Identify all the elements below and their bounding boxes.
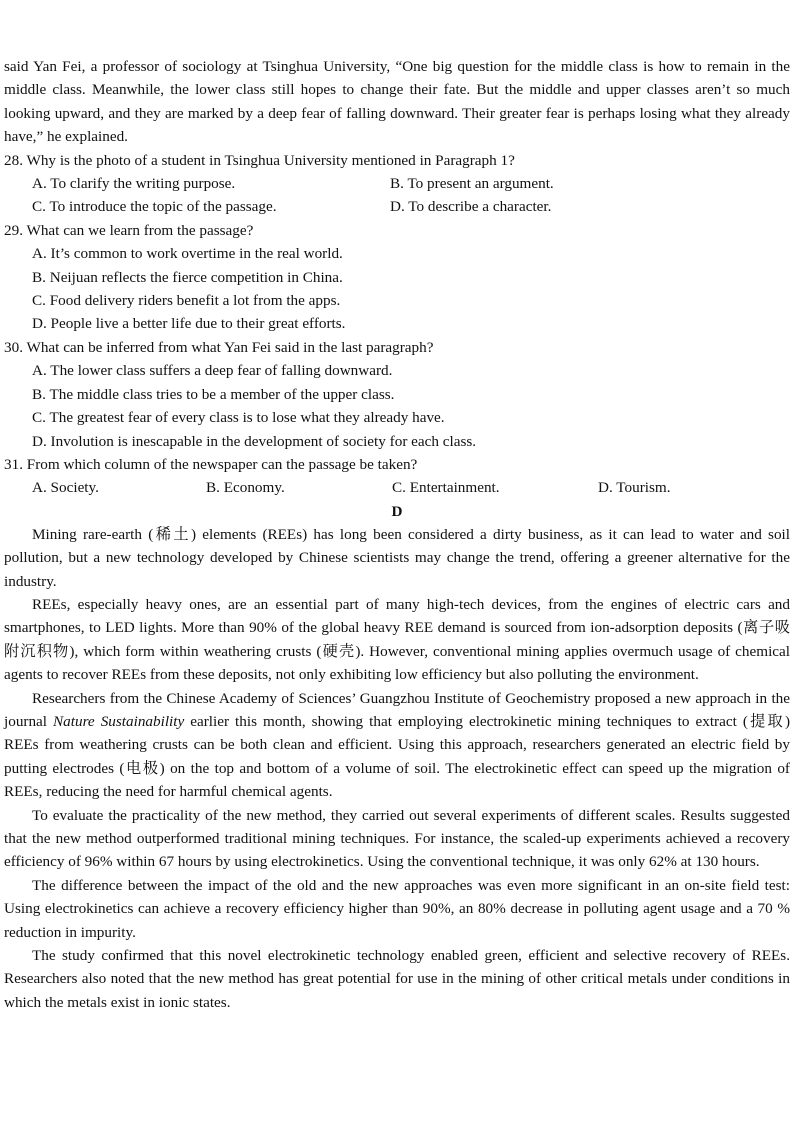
passage-d-paragraph-5: The difference between the impact of the old and the new approaches was even more significant in an on-site field test: Using electrokinetics can achieve a recovery efficiency higher than 90%, an 80% decrease in polluting agent usage and a 70 % reduction in impurity. [4,876,790,941]
question-28-stem: 28. Why is the photo of a student in Tsinghua University mentioned in Paragraph 1? [4,151,515,169]
question-29-option-c[interactable]: C. Food delivery riders benefit a lot from the apps. [32,292,341,310]
question-29-option-b[interactable]: B. Neijuan reflects the fierce competition in China. [32,268,343,286]
question-30-option-d[interactable]: D. Involution is inescapable in the development of society for each class. [32,432,477,450]
question-29-option-a[interactable]: A. It’s common to work overtime in the real world. [32,245,343,263]
question-28-option-d[interactable]: D. To describe a character. [390,198,552,216]
question-28-row-ab [4,172,790,195]
question-30-option-b[interactable]: B. The middle class tries to be a member of the upper class. [32,385,395,403]
passage-d-paragraph-2: REEs, especially heavy ones, are an essential part of many high-tech devices, from the engines of electric cars and smartphones, to LED lights. More than 90% of the global heavy REE demand is sourced from ion-adsorption deposits (离子吸附沉积物), which form within weathering crusts (硬壳). However, conventional mining applies overmuch usage of chemical agents to recover REEs from these deposits, not only exhibiting low efficiency but also polluting the environment. [4,595,790,684]
question-31-option-b[interactable]: B. Economy. [206,479,285,497]
question-31-option-d[interactable]: D. Tourism. [598,479,671,497]
question-28-option-b[interactable]: B. To present an argument. [390,175,554,193]
question-30-option-a[interactable]: A. The lower class suffers a deep fear of falling downward. [32,362,393,380]
question-29 [4,219,790,336]
question-28-option-c[interactable]: C. To introduce the topic of the passage. [32,198,277,216]
question-31 [4,453,790,500]
passage-d-paragraph-1: Mining rare-earth (稀土) elements (REEs) has long been considered a dirty business, as it can lead to water and soil pollution, but a new technology developed by Chinese scientists may change the trend, offering a greener alternative for the industry. [4,525,790,590]
question-30-option-c[interactable]: C. The greatest fear of every class is to lose what they already have. [32,409,445,427]
question-30 [4,336,790,453]
paragraph-3-part-1: Researchers from the Chinese Academy of Sciences’ Guangzhou Institute of Geochemistry proposed a new approach in the journal [4,689,790,730]
passage-d-paragraph-6: The study confirmed that this novel electrokinetic technology enabled green, efficient and selective recovery of REEs. Researchers also noted that the new method has great potential for use in the mining of other critical metals under conditions in which the metals exist in ionic states. [4,947,790,1011]
question-31-options [4,476,790,499]
question-28-row-cd [4,195,790,218]
question-29-stem: 29. What can we learn from the passage? [4,221,254,239]
question-28 [4,149,790,219]
passage-d-paragraph-3 [4,687,790,804]
passage-c-ending: said Yan Fei, a professor of sociology at Tsinghua University, “One big question for the middle class is how to remain in the middle class. Meanwhile, the lower class still hopes to change their fate. But the middle and upper classes aren’t so much looking upward, and they are marked by a deep fear of falling downward. Their greater fear is perhaps losing what they already have,” he explained. [4,58,790,146]
question-28-option-a[interactable]: A. To clarify the writing purpose. [32,175,236,193]
journal-title: Nature Sustainability [53,712,185,730]
question-31-option-a[interactable]: A. Society. [32,479,99,497]
paragraph-3-part-2: earlier this month, showing that employing electrokinetic mining techniques to extract (提取) REEs from weathering crusts can be both clean and efficient. Using this approach, researchers generated an electric field by putting electrodes (电极) on the top and bottom of a volume of soil. The electrokinetic effect can speed up the migration of REEs, reducing the need for harmful chemical agents. [4,712,790,801]
passage-d-paragraph-4: To evaluate the practicality of the new method, they carried out several experiments of different scales. Results suggested that the new method outperformed traditional mining techniques. For instance, the scaled-up experiments achieved a recovery efficiency of 96% within 67 hours by using electrokinetics. Using the conventional technique, it was only 62% at 130 hours. [4,806,790,871]
section-d-heading: D [391,502,403,520]
question-29-option-d[interactable]: D. People live a better life due to their great efforts. [32,315,346,333]
question-31-option-c[interactable]: C. Entertainment. [392,479,500,497]
question-30-stem: 30. What can be inferred from what Yan Fei said in the last paragraph? [4,338,434,356]
question-31-stem: 31. From which column of the newspaper can the passage be taken? [4,455,418,473]
